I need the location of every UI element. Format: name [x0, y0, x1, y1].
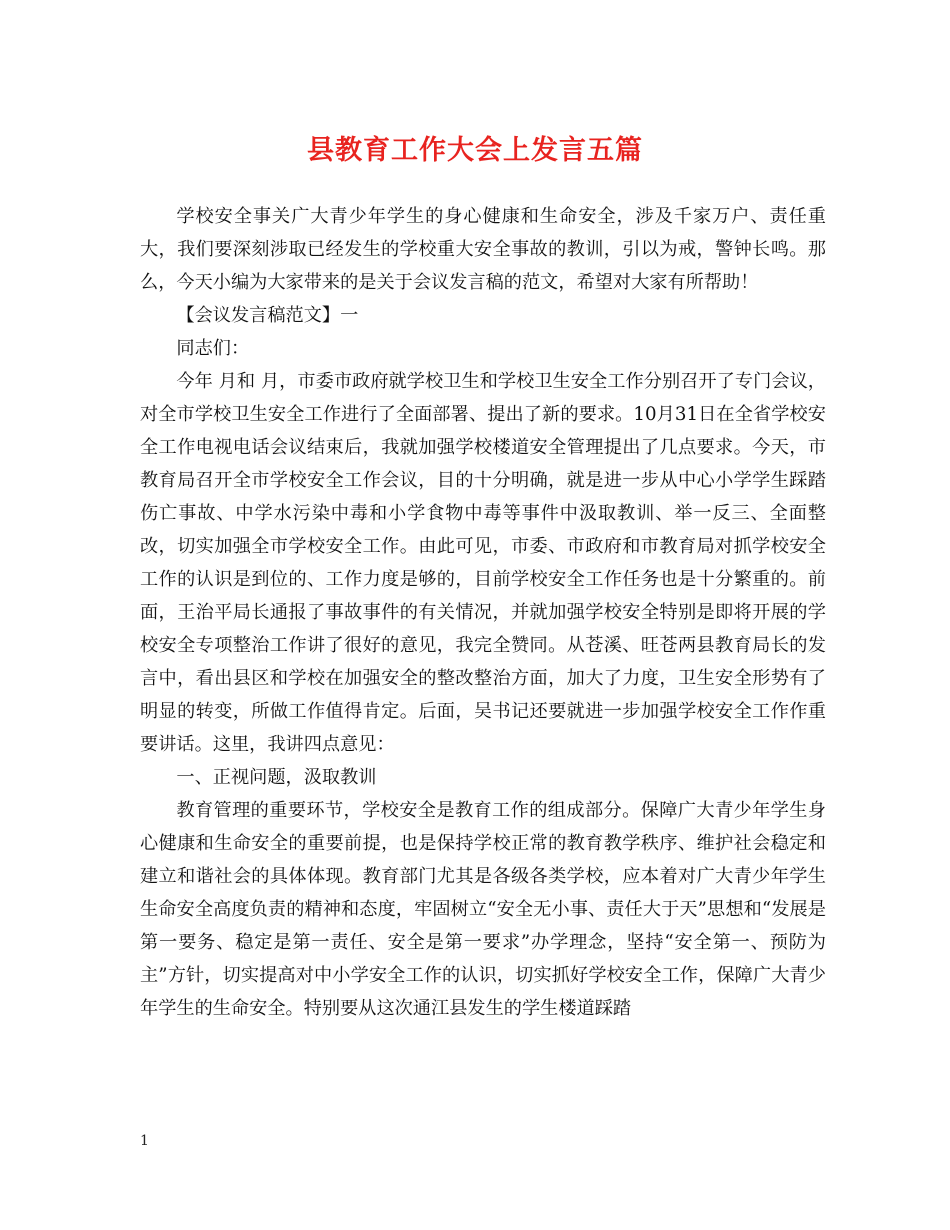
paragraph-subheading: 一、正视问题，汲取教训: [176, 767, 377, 788]
document-body: [140, 200, 826, 1025]
paragraph-education: 教育管理的重要环节，学校安全是教育工作的组成部分。保障广大青少年学生身心健康和生命安全的重要前提，也是保持学校正常的教育教学秩序、维护社会稳定和建立和谐社会的具体体现。教育部门尤其是各级各类学校，应本着对广大青少年学生生命安全高度负责的精神和态度，牢固树立“安全无小事、责任大于天”思想和“发展是第一要务、稳定是第一责任、安全是第一要求”办学理念，坚持“安全第一、预防为主”方针，切实提高对中小学安全工作的认识，切实抓好学校安全工作，保障广大青少年学生的生命安全。特别要从这次通江县发生的学生楼道踩踏: [140, 800, 826, 1019]
paragraph-main: 今年 月和 月，市委市政府就学校卫生和学校卫生安全工作分别召开了专门会议，对全市学校卫生安全工作进行了全面部署、提出了新的要求。10月31日在全省学校安全工作电视电话会议结束后，我就加强学校楼道安全管理提出了几点要求。今天，市教育局召开全市学校安全工作会议，目的十分明确，就是进一步从中心小学学生踩踏伤亡事故、中学水污染中毒和小学食物中毒等事件中汲取教训、举一反三、全面整改，切实加强全市学校安全工作。由此可见，市委、市政府和市教育局对抓学校安全工作的认识是到位的、工作力度是够的，目前学校安全工作任务也是十分繁重的。前面，王治平局长通报了事故事件的有关情况，并就加强学校安全特别是即将开展的学校安全专项整治工作讲了很好的意见，我完全赞同。从苍溪、旺苍两县教育局长的发言中，看出县区和学校在加强安全的整改整治方面，加大了力度，卫生安全形势有了明显的转变，所做工作值得肯定。后面，吴书记还要就进一步加强学校安全工作作重要讲话。这里，我讲四点意见：: [140, 371, 826, 755]
page-number: 1: [140, 1133, 149, 1149]
paragraph-section-heading: 【会议发言稿范文】一: [176, 305, 359, 326]
paragraph-salutation: 同志们：: [176, 338, 250, 359]
document-title: 县教育工作大会上发言五篇: [307, 135, 643, 166]
paragraph-intro: 学校安全事关广大青少年学生的身心健康和生命安全，涉及千家万户、责任重大，我们要深刻涉取已经发生的学校重大安全事故的教训，引以为戒，警钟长鸣。那么，今天小编为大家带来的是关于会议发言稿的范文，希望对大家有所帮助！: [140, 206, 826, 293]
